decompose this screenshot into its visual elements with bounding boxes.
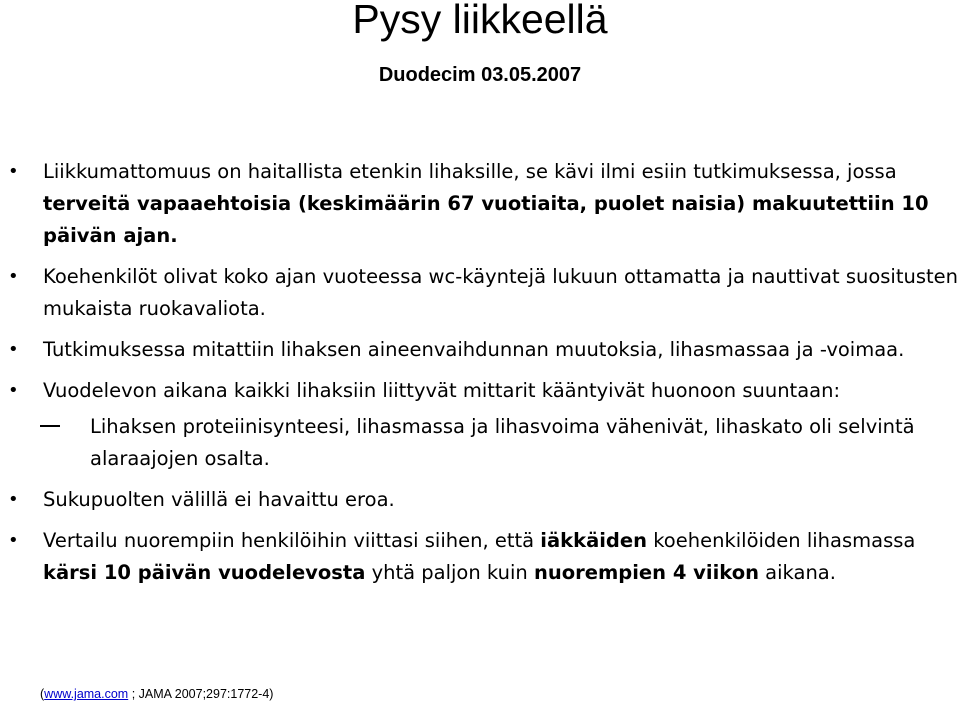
bullet-text: Koehenkilöt olivat koko ajan vuoteessa wc-käyntejä lukuun ottamatta ja nauttivat suositusten mukaista ruokavaliota.	[43, 265, 959, 320]
sub-bullet-item	[0, 411, 960, 475]
bullet-bold-text: iäkkäiden	[540, 529, 647, 552]
reference	[40, 686, 273, 702]
bullet-item-3	[0, 334, 960, 366]
bullet-bold-text: kärsi 10 päivän vuodelevosta	[43, 561, 366, 584]
bullet-item-5	[0, 484, 960, 516]
bullet-dot-icon: •	[8, 489, 19, 510]
bullet-bold-text: terveitä vapaaehtoisia (keskimäärin 67 vuotiaita, puolet naisia) makuutettiin 10 päivän ajan.	[43, 192, 929, 247]
bullet-item-4	[0, 375, 960, 407]
dash-icon	[40, 425, 60, 427]
bullet-item-6	[0, 525, 960, 589]
bullet-text: Vuodelevon aikana kaikki lihaksiin liittyvät mittarit kääntyivät huonoon suuntaan:	[43, 379, 841, 402]
bullet-text: Liikkumattomuus on haitallista etenkin lihaksille, se kävi ilmi esiin tutkimuksessa, jossa	[43, 160, 897, 183]
reference-link[interactable]: www.jama.com	[44, 687, 129, 701]
bullet-dot-icon: •	[8, 380, 19, 401]
reference-open: (	[40, 687, 45, 701]
bullet-text: yhtä paljon kuin	[365, 561, 534, 584]
page-subtitle: Duodecim 03.05.2007	[378, 64, 582, 86]
bullet-dot-icon: •	[8, 266, 19, 287]
bullet-text: Sukupuolten välillä ei havaittu eroa.	[43, 488, 395, 511]
bullet-item-1	[0, 156, 960, 252]
bullet-dot-icon: •	[8, 530, 19, 551]
bullet-text: Tutkimuksessa mitattiin lihaksen aineenvaihdunnan muutoksia, lihasmassaa ja -voimaa.	[43, 338, 905, 361]
bullet-dot-icon: •	[8, 161, 19, 182]
bullet-list	[0, 156, 960, 598]
bullet-text: Vertailu nuorempiin henkilöihin viittasi siihen, että	[43, 529, 541, 552]
bullet-bold-text: nuorempien 4 viikon	[533, 561, 759, 584]
sub-bullet-text: Lihaksen proteiinisynteesi, lihasmassa ja lihasvoima vähenivät, lihaskato oli selvintä alaraajojen osalta.	[90, 415, 915, 470]
bullet-text: aikana.	[758, 561, 836, 584]
reference-citation: ; JAMA 2007;297:1772-4)	[128, 687, 274, 701]
bullet-text: koehenkilöiden lihasmassa	[647, 529, 916, 552]
bullet-dot-icon: •	[8, 339, 19, 360]
page-title: Pysy liikkeellä	[352, 0, 608, 42]
bullet-item-2	[0, 261, 960, 325]
